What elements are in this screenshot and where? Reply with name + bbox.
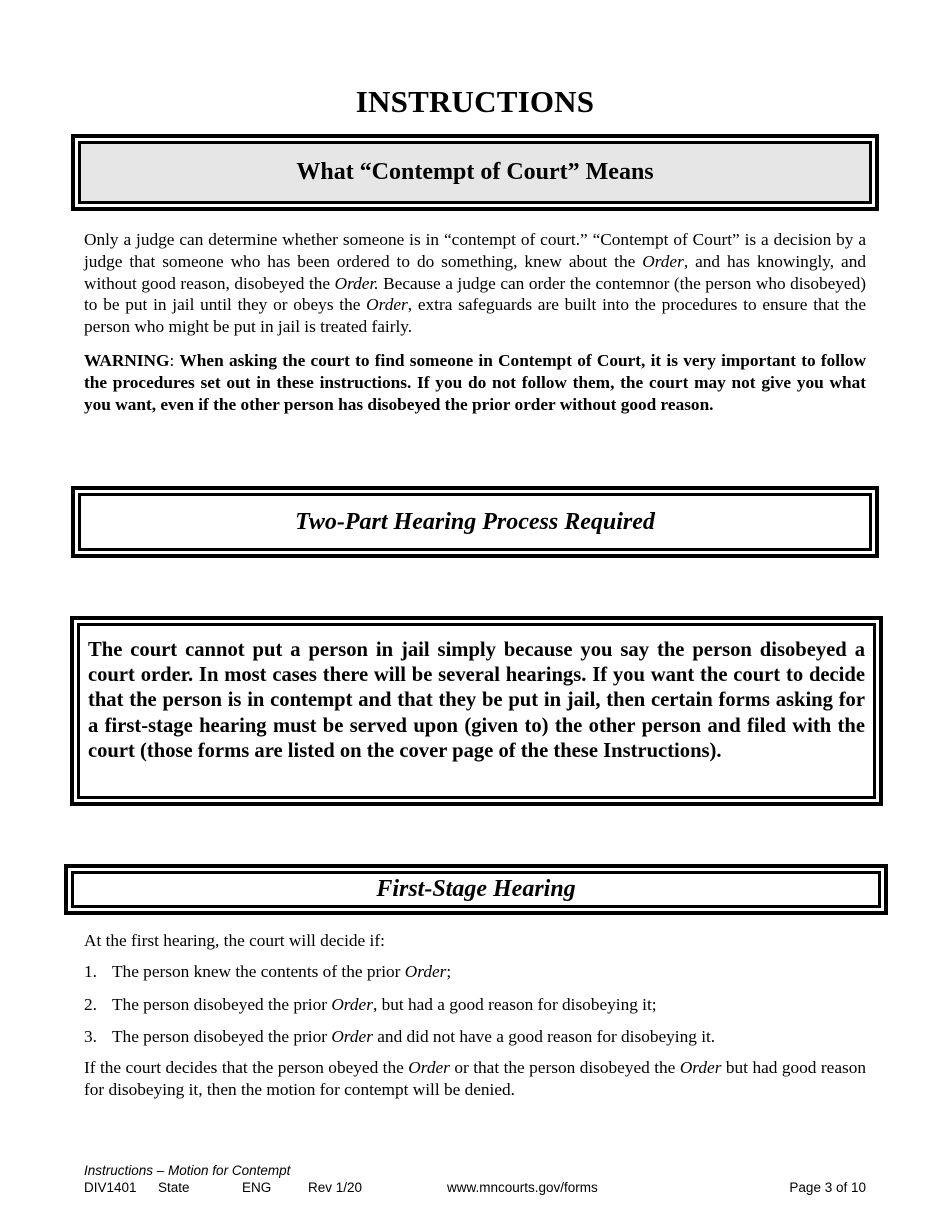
section-heading-box-two-part-hearing	[71, 486, 879, 558]
italic-term: Order	[331, 1027, 373, 1046]
notice-box	[70, 616, 883, 806]
italic-term: Order	[642, 251, 684, 271]
text-segment: The person disobeyed the prior	[112, 994, 332, 1014]
footer-revision: Rev 1/20	[308, 1180, 363, 1195]
warning-text: When asking the court to find someone in Contempt of Court, it is very important to follow the procedures set out in these instructions. If you do not follow them, the court may not give you what you want, even if the other person has disobeyed the prior order without good reason.	[84, 351, 866, 414]
section-heading-two-part-hearing: Two-Part Hearing Process Required	[295, 508, 655, 535]
contempt-definition-paragraph	[84, 229, 866, 338]
list-item-text	[112, 961, 451, 994]
list-item-text	[112, 994, 657, 1027]
section-heading-contempt-meaning: What “Contempt of Court” Means	[296, 159, 654, 185]
footer-language: ENG	[242, 1180, 272, 1195]
text-segment: The person knew the contents of the prior	[112, 962, 405, 981]
italic-term: Order	[404, 962, 447, 981]
list-item	[84, 1026, 866, 1059]
text-segment: , but had a good reason for disobeying it;	[372, 994, 657, 1014]
text-segment: or that the person disobeyed the	[449, 1058, 680, 1077]
warning-separator: :	[169, 351, 180, 370]
jail-notice-text: The court cannot put a person in jail simply because you say the person disobeyed a court order. In most cases there will be several hearings. If you want the court to decide that the person is in contempt and that they be put in jail, then certain forms asking for a first-stage hearing must be served upon (given to) the other person and filed with the court (those forms are listed on the cover page of the these Instructions).	[88, 639, 865, 762]
italic-term: Order.	[334, 273, 379, 293]
list-item	[84, 994, 866, 1027]
footer-form-id: DIV1401	[84, 1180, 137, 1195]
text-segment: , extra safeguards are built into the procedures to ensure that the person who might be put in jail is treated fairly.	[84, 295, 866, 337]
first-hearing-intro: At the first hearing, the court will decide if:	[84, 931, 385, 950]
text-segment: If the court decides that the person obeyed the	[84, 1058, 409, 1077]
text-segment: ;	[446, 962, 452, 981]
footer-jurisdiction: State	[158, 1180, 190, 1195]
list-item-number: 2.	[84, 994, 97, 1014]
text-segment: Only a judge can determine whether someone is in “contempt of court.” “Contempt of Court” is a decision by a judge that someone who has been ordered to do something, knew about the	[84, 230, 866, 271]
decision-list	[84, 961, 866, 1059]
list-item-text	[112, 1026, 715, 1059]
warning-label: WARNING	[84, 351, 170, 370]
italic-term: Order	[679, 1058, 722, 1077]
footer-page-number: Page 3 of 10	[789, 1180, 866, 1195]
text-segment: , and has knowingly, and without good reason, disobeyed the	[84, 251, 866, 293]
text-segment: but had good reason for disobeying it, then the motion for contempt will be denied.	[84, 1058, 867, 1099]
list-item-number: 3.	[84, 1027, 97, 1046]
text-segment: and did not have a good reason for disobeying it.	[372, 1027, 716, 1046]
list-item-number: 1.	[84, 962, 97, 981]
list-item	[84, 961, 866, 994]
text-segment: The person disobeyed the prior	[112, 1027, 332, 1046]
section-heading-first-stage: First-Stage Hearing	[376, 876, 576, 902]
italic-term: Order	[331, 994, 373, 1014]
section-heading-box-contempt-meaning	[71, 134, 879, 211]
warning-paragraph	[84, 350, 866, 415]
italic-term: Order	[408, 1058, 450, 1077]
text-segment: Because a judge can order the contemnor (the person who disobeyed) to be put in jail until they or obeys the	[84, 273, 866, 315]
footer-url: www.mncourts.gov/forms	[447, 1180, 598, 1195]
page-title: INSTRUCTIONS	[355, 84, 595, 119]
closing-paragraph	[84, 1057, 866, 1101]
footer-doc-title: Instructions – Motion for Contempt	[84, 1163, 291, 1178]
section-heading-box-first-stage	[64, 864, 888, 915]
italic-term: Order	[366, 295, 408, 315]
